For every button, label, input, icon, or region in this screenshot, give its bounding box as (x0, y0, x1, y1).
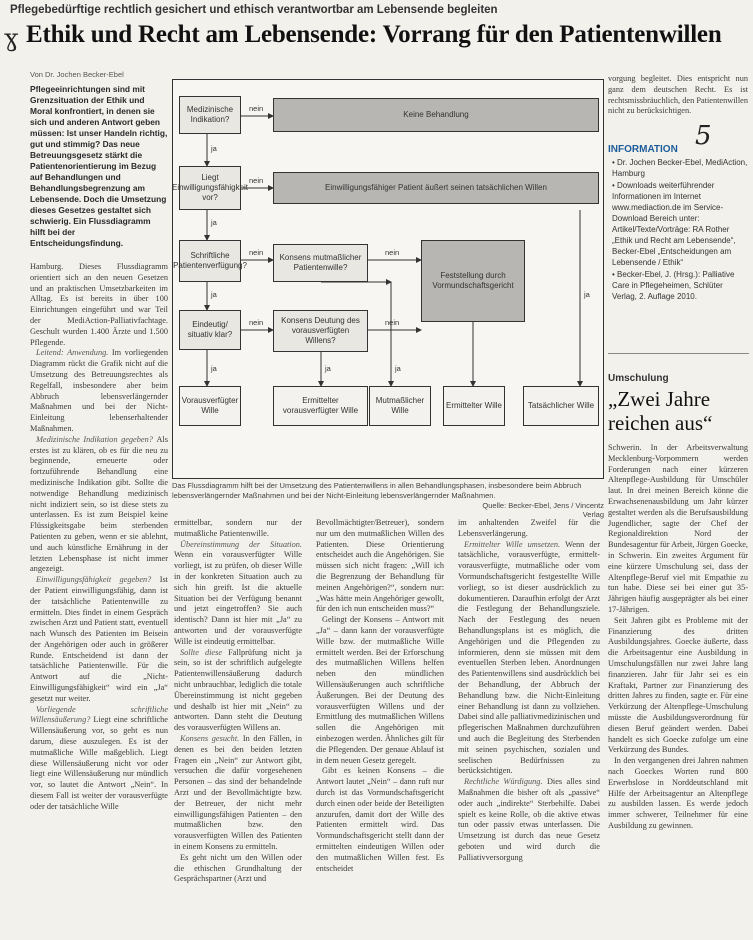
paragraph-text: Gelingt der Konsens – Antwort mit „Ja“ – dann kann der vorausverfügte Wille bzw. der mutmaßliche Wille ermittelt werden. Bei der Erforschung des mutmaßlichen Willens helfen neben den mündlichen Willensäußerungen auch schriftliche Äußerungen. Bei der Deutung des vorausverfügten Willens und der Ermittlung des mutmaßlichen Willens sollen die Angehörigen mit einbezogen werden. Ähnliches gilt für die Pflegenden. Der genaue Ablauf ist in dem neuen Gesetz geregelt. (316, 615, 444, 765)
paragraph (608, 616, 748, 756)
paragraph-text: Seit Jahren gibt es Probleme mit der Finanzierung des dritten Ausbildungsjahres. Goecke äußerte, dass die Arbeitsagentur eine Ausbildung in Umschulungsfällen nur zwei Jahre lang finanzieren. Jahr für Jahr sei es ein Kraftakt, Partner zur Finanzierung des dritten Jahres zu finden, sagte er. Für eine Verkürzung der Altenpflege-Umschulung müsste die Ausbildungsverordnung für diesen Beruf geändert werden. Dabei handelt es sich Goecke zufolge um eine Verkürzung des Bundes. (608, 615, 748, 755)
column-3 (316, 518, 444, 934)
column-2 (174, 518, 302, 934)
paragraph (174, 540, 302, 648)
paragraph (30, 575, 168, 705)
paragraph-text: Wenn der tatsächliche, vorausverfügte, ermittelt-vorausverfügte, mutmaßliche oder vom Vormundschaftsgericht festgestellte Wille vorliegt, so ist dieser ausdrücklich zu dokumentieren. Daraufhin erfolgt der Arzt die Festlegung der Behandlungsziele. Nach der Festlegung des neuen Behandlungsplans ist es möglich, die Angehörigen und die Pflegenden zu informieren, denn sie müssen mit dem eventuellen Sterben leben. Anordnungen des Patientenwillens sind ausdrücklich bei der Behandlung, der Abbruch der Behandlung bzw. die Nicht-Einleitung einer Behandlung ist dann zu vollziehen. Dabei sind alle palliativmedizinischen und pflegerischen Maßnahmen durchzuführen und auch die Begleitung des Sterbenden mit seinen psychischen, sozialen und seelischen Bedürfnissen zu berücksichtigen. (458, 539, 600, 776)
info-heading: INFORMATION (608, 144, 678, 155)
intro-paragraph: Pflegeeinrichtungen sind mit Grenzsituation der Ethik und Moral konfrontiert, in denen sie sich und anderen Antwort geben müssen: Ist unser Handeln richtig, gut und stimmig? Das neue Betreuungsgesetz stärkt die Patientenorientierung im Bezug auf Behandlungen und Behandlungsbegrenzung am Lebensende. Doch die Umsetzung dieses Gesetzes gestaltet sich schwierig. Ein Flussdiagramm hilft bei der Entscheidungsfindung. (30, 84, 168, 248)
sidebar-divider (608, 353, 749, 354)
column-1 (30, 262, 168, 934)
handwritten-mark: ɣ (4, 24, 19, 52)
paragraph (174, 734, 302, 853)
node-guardianship-court: Feststellung durch Vormundschaftsgericht (421, 240, 525, 322)
edge-label-no: nein (385, 248, 400, 257)
edge-label-yes: ja (395, 364, 401, 373)
paragraph (30, 262, 168, 348)
paragraph-text: Gibt es keinen Konsens – die Antwort lautet „Nein“ – dann ruft nur durch ist das Vormundschaftsgericht durch einen oder beide der Beteiligten anzurufen, damit dort der Wille des Patienten ermittelt wird. Das Vormundschaftsgericht stellt dann der ermittelten eindeutigen Willen oder den mutmaßlichen Willen fest. Es entscheidet (316, 766, 444, 873)
edge-label-yes: ja (211, 290, 217, 299)
node-medical-indication: Medizinische Indikation? (179, 96, 241, 134)
info-item: • Downloads weiterführender Informationen im Internet www.mediaction.de im Service-Download Bereich unter: Artikel/Texte/Vorträge: RA Rother „Ethik und Recht am Lebensende“, Becker-Ebel „Entscheidungen am Lebensende / Ethik“ (612, 181, 736, 267)
sidebar-title: „Zwei Jahre reichen aus“ (608, 387, 713, 435)
paragraph-text: Bevollmächtigter/Betreuer), sondern nur um den mutmaßlichen Willen des Patienten. Diese Orientierung entscheidet auch die Angehörigen. Sie müssen sich nicht fragen: „Will ich die Begrenzung der Behandlung für meinen Angehörigen?“, sondern nur: „Was hätte mein Angehöriger gewollt, für den ich nun entscheiden muss?“ (316, 518, 444, 614)
paragraph-text: Hamburg. Dieses Flussdiagramm orientiert sich an den neuen Gesetzen und an praktischen Umsetzbarkeiten im Alltag. Es ist bereits in über 100 Einrichtungen eingeführt und war Teil der MediAction-Palliativfachtage. Geschult wurden 1.400 Ärzte und 1.500 Pflegende. (30, 262, 168, 347)
sidebar-body (608, 443, 748, 935)
paragraph-lead-in: Rechtliche Würdigung. (464, 777, 547, 787)
edge-label-yes: ja (211, 218, 217, 227)
node-consensus-presumed-will: Konsens mutmaßlicher Patientenwille? (273, 244, 368, 282)
paragraph (458, 518, 600, 540)
byline: Von Dr. Jochen Becker-Ebel (30, 70, 124, 79)
edge-label-yes: ja (211, 364, 217, 373)
paragraph (608, 443, 748, 616)
paragraph-lead-in: Einwilligungsfähigkeit gegeben? (36, 575, 160, 585)
edge-label-no: nein (249, 176, 264, 185)
paragraph (458, 777, 600, 863)
paragraph (458, 540, 600, 778)
paragraph-text: ermittelbar, sondern nur der mutmaßliche Patientenwille. (174, 518, 302, 538)
paragraph-lead-in: Vorliegende schriftliche Willensäußerung? (30, 704, 168, 725)
node-result-actual-will: Tatsächlicher Wille (523, 386, 599, 426)
edge-label-yes: ja (584, 290, 590, 299)
info-item: • Dr. Jochen Becker-Ebel, MediAction, Hamburg (612, 158, 748, 178)
edge-label-yes: ja (325, 364, 331, 373)
paragraph (174, 518, 302, 540)
node-no-treatment: Keine Behandlung (273, 98, 599, 132)
info-item: • Becker-Ebel, J. (Hrsg.): Palliative Care in Pflegeheimen, Schlüter Verlag, 2. Auflage 2010. (612, 270, 735, 301)
paragraph-text: im anhaltenden Zweifel für die Lebensverlängerung. (458, 518, 600, 538)
edge-label-no: nein (249, 318, 264, 327)
node-consent-capacity: Liegt Einwilligungsfähigkeit vor? (179, 166, 241, 210)
column-5-top: vorgung begleitet. Dies entspricht nun ganz dem deutschen Recht. Es ist rechtsmissbräuchlich, den Patientenwillen nicht zu berücksichtigen. (608, 74, 748, 116)
paragraph-text: In den Fällen, in denen es bei den beiden letzten Fragen ein „Nein“ zur Antwort gibt, versuchen die dafür vorgesehenen Personen – das sind der behandelnde Arzt und der Bevollmächtigte bzw. der Betreuer, der nicht mehr einwilligungsfähigen Patienten – den mutmaßlichen bzw. den vorausverfügten Willen des Patienten in einem Konsens zu ermitteln. (174, 733, 302, 851)
paragraph-text: Wenn ein vorausverfügter Wille vorliegt, ist zu prüfen, ob dieser Wille in der konkreten Situation auch zu sich hin greift. Ist die aktuelle Situation bei der Verfügung benannt und jetzt eingetroffen? Sie auch identisch? Dann ist hier mit „Ja“ zu antworten und der vorausverfügte Wille ist eindeutig ermittelbar. (174, 550, 302, 646)
paragraph-text: Als erstes ist zu klären, ob es für die neu zu beginnende, erneuerte oder fortzuführende Behandlung eine medizinische Indikation gibt. Sollte die notwendige Behandlung medizinisch nicht indiziert sein, so ist diese stets zu unterlassen. Es ist zum Beispiel keine Flüssigkeitsgabe beim sterbenden Patienten zu geben, wenn er sie ablehnt, und auch künstliche Ernährung in der letzten Lebensphase ist nicht immer angezeigt. (30, 434, 168, 574)
paragraph (30, 348, 168, 434)
node-result-advance-will: Vorausverfügter Wille (179, 386, 241, 426)
paragraph-text: Dies alles sind Maßnahmen die bisher oft als „passive“ oder auch „indirekte“ Sterbehilfe. Dabei spielt es keine Rolle, ob die aktive etwas tun oder passiv etwas unterlassen. Die Umsetzung ist durch das neue Gesetz geboten und wird durch die Palliativversorgung (458, 777, 600, 862)
node-consensus-interpretation: Konsens Deutung des vorausverfügten Willens? (273, 310, 368, 352)
edge-label-no: nein (385, 318, 400, 327)
paragraph (608, 756, 748, 832)
paragraph (316, 615, 444, 766)
node-result-presumed-will: Mutmaßlicher Wille (369, 386, 431, 426)
paragraph (30, 435, 168, 575)
node-unambiguous-situation: Eindeutig/ situativ klar? (179, 310, 241, 350)
edge-label-no: nein (249, 248, 264, 257)
paragraph-text: Im vorliegenden Diagramm rückt die Grafik nicht auf die Umsetzung des Betreuungsrechtes als Regelfall, insbesondere aber beim Abbruch lebensverlängernder Maßnahmen und bei der Nicht-Einleitung lebenserhaltender Maßnahmen. (30, 348, 168, 433)
handwritten-number: 5 (695, 121, 712, 151)
paragraph (174, 853, 302, 885)
article-title: Ethik und Recht am Lebensende: Vorrang für den Patientenwillen (26, 21, 722, 48)
node-result-determined-will: Ermittelter Wille (443, 386, 505, 426)
edge-label-no: nein (249, 104, 264, 113)
paragraph-lead-in: Ermittelter Wille umsetzen. (464, 539, 566, 549)
paragraph (174, 648, 302, 734)
paragraph (316, 766, 444, 874)
paragraph (30, 705, 168, 813)
figure-source: Quelle: Becker-Ebel, Jens / Vincentz Verlag (482, 501, 604, 519)
info-list (612, 157, 748, 303)
paragraph-lead-in: Übereinstimmung der Situation. (180, 539, 302, 549)
node-result-determined-advance-will: Ermittelter vorausverfügter Wille (273, 386, 368, 426)
column-4 (458, 518, 600, 934)
paragraph-lead-in: Konsens gesucht. (180, 733, 243, 743)
article-kicker: Pflegebedürftige rechtlich gesichert und ethisch verantwortbar am Lebensende begleiten (10, 4, 498, 16)
node-actual-will-statement: Einwilligungsfähiger Patient äußert seinen tatsächlichen Willen (273, 172, 599, 204)
paragraph-text: In den vergangenen drei Jahren nahmen nach Goeckes Worten rund 800 Erwerbslose in Norddeutschland mit Hilfe der Arbeitsagentur an Altenpflege zu ausbilden lassen. Es werde jedoch immer schwerer, Teilnehmer für eine Ausbildung zu gewinnen. (608, 756, 748, 830)
paragraph-text: Liegt eine schriftliche Willensäußerung vor, so geht es nun darum, diese auszulegen. Es ist der mutmaßliche Wille maßgeblich. Liegt diese Willensäußerung nicht vor oder liegt eine Willensäußerung nur mündlich vor, so lautet die Antwort „Nein“. In diesem Fall ist weiter der vorausverfügte oder der tatsächliche Wille (30, 715, 168, 811)
sidebar-kicker: Umschulung (608, 373, 669, 384)
figure-caption: Das Flussdiagramm hilft bei der Umsetzung des Patientenwillens in allen Behandlungsphasen, insbesondere beim Abbruch lebensverlängernder Maßnahmen und bei der Nicht-Einleitung lebensverlängernder Maßnahmen. (172, 481, 582, 500)
paragraph-lead-in: Sollte diese (180, 647, 229, 657)
node-written-directive: Schriftliche Patientenverfügung? (179, 240, 241, 282)
paragraph-text: Schwerin. In der Arbeitsverwaltung Mecklenburg-Vorpommern werden Forderungen nach einer kürzeren Altenpflege-Ausbildung für Umschüler laut. In drei meinen Bereich könne die Erwachsenenausbildung um Jahr kürzer gestaltet werden als die Berufsausbildung Jugendlicher, sagte der Chef der Regionaldirektion Nord der Bundesagentur für Arbeit, Jürgen Goecke, in Schwerin. Ein zweites Argument für eine kürzere Umschulung sei, dass der Altenpflege-Beruf viel mit Empathie zu tun habe. Diese sei bei einer gut 35-Jährigen häufig ausgeprägter als bei einer 17-Jährigen. (608, 443, 748, 614)
paragraph-lead-in: Medizinische Indikation gegeben? (36, 434, 157, 444)
paragraph-text: Fallprüfung nicht ja sein, so ist der schriftlich aufgelegte Patientenwillensäußerung dadurch nicht unbrauchbar, lediglich die totale Übereinstimmung ist nicht gegeben und deshalb ist hier mit „Nein“ zu antworten. Dann steht die Deutung des vorausverfügten Willens an. (174, 647, 302, 733)
paragraph-text: Ist der Patient einwilligungsfähig, dann ist der tatsächliche Patientenwille zu ermitteln. Dies findet in einem Gespräch zwischen Arzt und Patient statt, eventuell nach Wunsch des Patienten im Beisein der Angehörigen oder auch in größerer Runde. Entscheidend ist dann der tatsächliche Patientenwille. Für die Antwort auf die „Nicht-Einwilligungsfähigkeit“ wird ein „Ja“ gesetzt nur weiter. (30, 575, 168, 703)
edge-label-yes: ja (211, 144, 217, 153)
paragraph-text: Es geht nicht um den Willen oder die ethischen Grundhaltung der Gesprächspartner (Arzt und (174, 852, 302, 884)
paragraph (316, 518, 444, 615)
flowchart (172, 79, 604, 479)
paragraph-lead-in: Leitend: Anwendung. (36, 348, 112, 358)
